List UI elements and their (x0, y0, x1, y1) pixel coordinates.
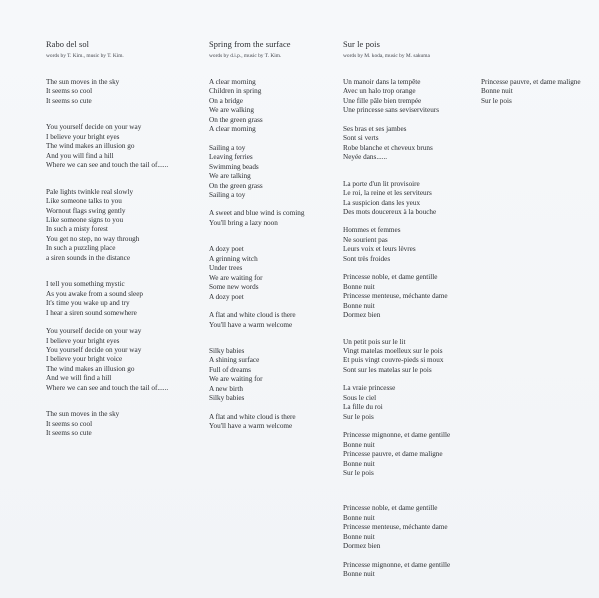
lyric-line: A clear morning (209, 78, 256, 86)
stanza (46, 280, 196, 318)
lyric-line: Un manoir dans la tempête (343, 78, 421, 86)
lyric-line: I believe your bright voice (46, 355, 123, 364)
lyric-line: You yourself decide on your way (46, 345, 142, 354)
lyric-line: You yourself decide on your way (46, 327, 142, 336)
stanza (343, 273, 473, 320)
lyric-line: Sous le ciel (343, 393, 377, 402)
stanza (46, 327, 196, 393)
song-credit: words by M. koda, music by M. sakuma (343, 53, 430, 59)
lyric-line: Dormez bien (343, 311, 381, 320)
lyric-line: Where we can see and touch the tail of...... (46, 161, 169, 170)
lyric-line: Des mots doucereux à la bouche (343, 207, 437, 216)
lyric-line: Princesse pauvre, et dame maligne (343, 450, 443, 459)
stanza (343, 504, 473, 551)
lyric-line: Bonne nuit (343, 513, 375, 522)
lyric-line: Pale lights twinkle real slowly (46, 187, 134, 196)
lyric-line: As you awake from a sound sleep (46, 289, 144, 298)
lyric-line: Une fille pâle bien trempée (343, 96, 422, 105)
lyrics-column-sur-le-pois-continued (481, 78, 591, 106)
lyric-line: I hear a siren sound somewhere (46, 308, 137, 317)
stanza-list (46, 78, 196, 439)
lyric-line: It's time you wake up and try (46, 299, 130, 308)
stanza-list (209, 78, 339, 432)
lyric-line: Sailing a toy (209, 143, 246, 152)
lyric-line: And we will find a hill (46, 374, 112, 383)
stanza-list (343, 78, 473, 580)
lyric-line: Wornout flags swing gently (46, 206, 126, 215)
stanza (343, 125, 473, 163)
lyric-line: Sont si verts (343, 134, 379, 143)
lyric-line: Like someone signs to you (46, 215, 124, 224)
lyric-line: Bonne nuit (343, 301, 375, 310)
lyric-line: Bonne nuit (343, 282, 375, 291)
stanza (46, 123, 196, 170)
lyric-line: And you will find a hill (46, 151, 114, 160)
lyric-line: Bonne nuit (343, 459, 375, 468)
stanza (209, 311, 339, 330)
lyric-line: A dozy poet (209, 245, 244, 254)
lyric-line: It seems so cool (46, 419, 93, 428)
lyric-line: The wind makes an illusion go (46, 364, 135, 373)
lyric-line: Some new words (209, 283, 259, 292)
lyric-line: You'll have a warm welcome (209, 320, 293, 329)
lyric-line: Leaving ferries (209, 153, 253, 162)
lyric-line: On the green grass (209, 181, 263, 190)
stanza (209, 413, 339, 432)
lyric-line: Vingt matelas moelleux sur le pois (343, 346, 443, 355)
stanza (209, 347, 339, 404)
lyric-line: La suspicion dans les yeux (343, 198, 421, 207)
lyric-line: You'll have a warm welcome (209, 422, 293, 431)
song-title: Rabo del sol (46, 40, 90, 49)
lyric-line: Princesse menteuse, méchante dame (343, 292, 448, 301)
lyric-line: Princesse noble, et dame gentille (343, 504, 438, 513)
lyric-line: Un petit pois sur le lit (343, 337, 406, 346)
lyric-line: Princesse mignonne, et dame gentille (343, 560, 451, 569)
lyric-line: Princesse pauvre, et dame maligne (481, 78, 581, 86)
lyric-line: In such a misty forest (46, 225, 108, 234)
stanza (481, 78, 591, 106)
stanza (209, 78, 339, 135)
lyric-line: It seems so cool (46, 87, 93, 96)
lyric-line: On a bridge (209, 96, 243, 105)
lyric-line: We are talking (209, 172, 251, 181)
lyric-line: Princesse menteuse, méchante dame (343, 523, 448, 532)
lyric-line: A dozy poet (209, 292, 244, 301)
lyrics-column-spring-from-the-surface (209, 40, 339, 432)
lyric-line: Full of dreams (209, 365, 251, 374)
lyric-line: On the green grass (209, 115, 263, 124)
stanza (343, 180, 473, 218)
lyric-line: You yourself decide on your way (46, 123, 142, 132)
stanza (343, 384, 473, 422)
stanza (46, 188, 196, 264)
lyric-line: It seems so cute (46, 429, 92, 438)
lyric-line: A new birth (209, 384, 243, 393)
song-title: Spring from the surface (209, 40, 291, 49)
lyric-line: Sont sur les matelas sur le pois (343, 365, 432, 374)
lyric-line: Le roi, la reine et les serviteurs (343, 189, 432, 198)
lyric-line: We are waiting for (209, 375, 263, 384)
song-credit: words by d.i.p., music by T. Kim. (209, 53, 282, 59)
lyric-line: Sur le pois (481, 96, 512, 105)
stanza (343, 226, 473, 264)
lyric-line: Sur le pois (343, 412, 374, 421)
lyric-line: a siren sounds in the distance (46, 253, 131, 262)
stanza (209, 245, 339, 302)
stanza (343, 338, 473, 376)
lyric-line: A clear morning (209, 125, 256, 134)
stanza-list (481, 78, 591, 106)
lyric-line: Et puis vingt couvre-pieds si moux (343, 356, 444, 365)
lyric-line: The sun moves in the sky (46, 410, 120, 419)
lyric-line: It seems so cute (46, 96, 92, 105)
stanza (343, 78, 473, 116)
stanza (46, 410, 196, 438)
lyric-line: I believe your bright eyes (46, 132, 120, 141)
lyric-line: Leurs voix et leurs lèvres (343, 245, 416, 254)
lyric-line: Neyée dans...... (343, 153, 388, 162)
lyric-line: Bonne nuit (481, 87, 513, 96)
lyric-line: Ne sourient pas (343, 235, 388, 244)
lyric-line: The wind makes an illusion go (46, 142, 135, 151)
lyric-line: A flat and white cloud is there (209, 311, 296, 320)
stanza (209, 209, 339, 228)
lyric-line: Dormez bien (343, 542, 381, 551)
lyric-line: Sailing a toy (209, 190, 246, 199)
lyric-line: Une princesse sans seviserviteurs (343, 106, 440, 115)
lyric-line: La porte d'un lit provisoire (343, 179, 420, 188)
lyric-line: Under trees (209, 264, 243, 273)
lyric-line: You'll bring a lazy noon (209, 218, 278, 227)
lyric-line: Princesse noble, et dame gentille (343, 273, 438, 282)
lyrics-column-sur-le-pois (343, 40, 473, 580)
stanza (46, 78, 196, 106)
lyric-line: A flat and white cloud is there (209, 412, 296, 421)
lyric-line: Ses bras et ses jambes (343, 124, 407, 133)
stanza (343, 561, 473, 580)
lyric-line: Where we can see and touch the tail of...... (46, 383, 169, 392)
song-credit: words by T. Kim., music by T. Kim. (46, 53, 124, 59)
lyric-line: Like someone talks to you (46, 197, 122, 206)
lyric-line: Silky babies (209, 346, 245, 355)
lyric-line: In such a puzzling place (46, 244, 116, 253)
stanza (343, 431, 473, 478)
lyric-line: Children in spring (209, 87, 262, 96)
stanza (209, 144, 339, 201)
lyric-line: I tell you something mystic (46, 280, 125, 289)
lyric-line: A grinning witch (209, 254, 258, 263)
lyric-line: Bonne nuit (343, 570, 375, 579)
lyric-line: Bonne nuit (343, 440, 375, 449)
lyric-line: Princesse mignonne, et dame gentille (343, 431, 451, 440)
lyric-line: We are walking (209, 106, 254, 115)
lyric-line: Robe blanche et cheveux bruns (343, 143, 433, 152)
lyric-line: La fille du roi (343, 403, 383, 412)
lyric-line: A shining surface (209, 356, 260, 365)
lyric-line: La vraie princesse (343, 384, 396, 393)
lyric-line: Swimming beads (209, 162, 259, 171)
lyric-line: Bonne nuit (343, 532, 375, 541)
lyrics-column-rabo-del-sol (46, 40, 196, 439)
lyric-line: We are waiting for (209, 273, 263, 282)
lyric-line: Hommes et femmes (343, 226, 401, 235)
song-title: Sur le pois (343, 40, 380, 49)
lyric-line: I believe your bright eyes (46, 336, 120, 345)
lyric-line: Avec un halo trop orange (343, 87, 416, 96)
lyric-line: You get no step, no way through (46, 234, 140, 243)
lyric-line: Sont très froides (343, 254, 391, 263)
lyric-line: A sweet and blue wind is coming (209, 209, 305, 218)
lyric-line: Silky babies (209, 394, 245, 403)
lyric-line: Sur le pois (343, 468, 374, 477)
lyric-line: The sun moves in the sky (46, 78, 120, 86)
